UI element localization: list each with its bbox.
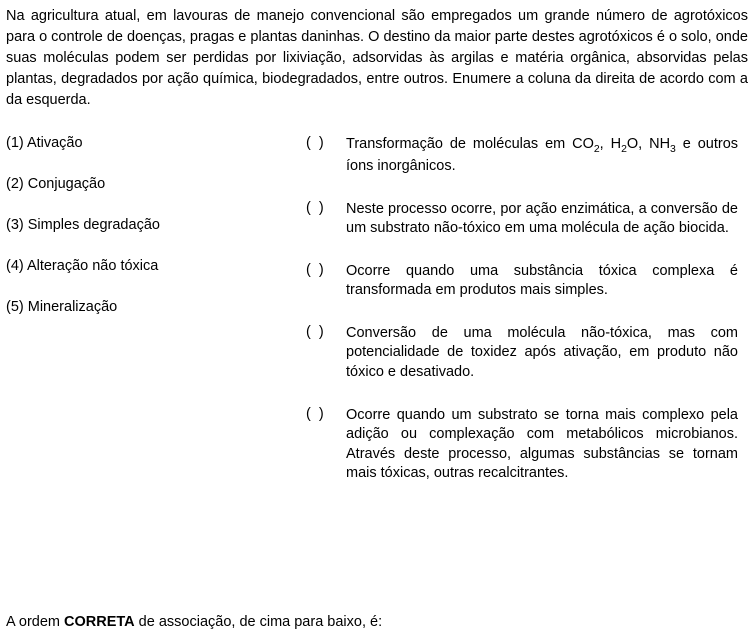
- match-row: [306, 200, 748, 239]
- right-column-text: Ocorre quando um substrato se torna mais complexo pela adição ou complexação com metabólicos microbianos. Através deste processo, algumas substâncias se tornam mais tóxicas, outras recalcitrantes.: [346, 406, 738, 482]
- left-column-item: (3) Simples degradação: [6, 217, 160, 234]
- matching-columns: [6, 133, 748, 484]
- question-intro: Na agricultura atual, em lavouras de manejo convencional são empregados um grande número de agrotóxicos para o controle de doenças, pragas e plantas daninhas. O destino da maior parte destes agrotóxicos é o solo, onde suas moléculas podem ser perdidas por lixiviação, adsorvidas às argilas e matéria orgânica, absorvidas pelas plantas, degradados por ação química, biodegradados, entre outros. Enumere a coluna da direita de acordo com a da esquerda.: [6, 8, 748, 109]
- left-column-item: (1) Ativação: [6, 135, 83, 152]
- left-column-item: (2) Conjugação: [6, 176, 106, 193]
- match-row: [306, 262, 748, 301]
- answer-blank[interactable]: ( ): [306, 261, 326, 278]
- right-column-text: Neste processo ocorre, por ação enzimática, a conversão de um substrato não-tóxico em uma molécula de ação biocida.: [346, 200, 738, 237]
- answer-prompt-prefix: A ordem: [6, 614, 65, 630]
- match-row: [306, 324, 748, 383]
- right-column-text: Transformação de moléculas em $CO_2$, $H_2O$, $NH_3$ e outros íons inorgânicos.: [346, 136, 739, 175]
- left-column-list: [6, 133, 306, 315]
- right-column-text: Conversão de uma molécula não-tóxica, mas com potencialidade de toxidez após ativação, em produto não tóxico e desativado.: [346, 324, 738, 380]
- answer-blank[interactable]: ( ): [306, 323, 326, 340]
- answer-prompt-suffix: de associação, de cima para baixo, é:: [134, 614, 383, 630]
- match-row: [306, 135, 748, 177]
- answer-blank[interactable]: ( ): [306, 199, 326, 216]
- right-column-text: Ocorre quando uma substância tóxica complexa é transformada em produtos mais simples.: [346, 262, 738, 299]
- answer-blank[interactable]: ( ): [306, 405, 326, 422]
- left-column-item: (4) Alteração não tóxica: [6, 258, 159, 275]
- right-column-list: [306, 133, 748, 484]
- match-row: [306, 406, 748, 484]
- left-column-item: (5) Mineralização: [6, 299, 118, 316]
- answer-blank[interactable]: ( ): [306, 135, 326, 152]
- answer-prompt-emphasis: CORRETA: [64, 614, 135, 630]
- answer-prompt: [6, 614, 382, 630]
